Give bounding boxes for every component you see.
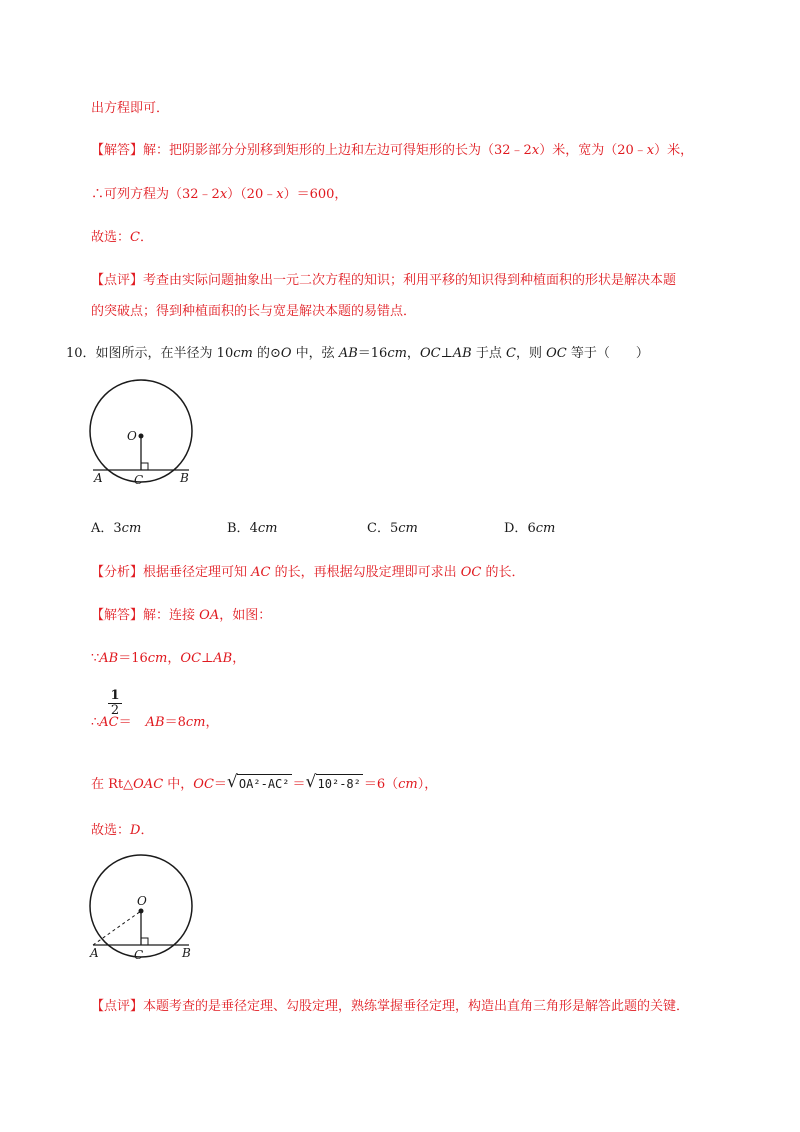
label-a: A [90,946,99,960]
label-b: B [182,946,191,960]
label-o: O [127,429,137,443]
radical-1: √ OA²-AC² [226,772,290,792]
segment-oa-dashed [93,911,141,945]
comment-line-prev-1: 【点评】考查由实际问题抽象出一元二次方程的知识；利用平移的知识得到种植面积的形状是解决本题 [91,273,677,288]
right-angle-mark [141,938,148,945]
center-point [139,909,144,914]
solution-line-4: 在 Rt△OAC 中，OC＝ √ OA²-AC² ＝ √ 10²-8² ＝6（cm）， [91,772,438,792]
option-d[interactable]: D．6cm [504,521,556,536]
solution-line-2: ∵AB＝16cm，OC⊥AB， [91,651,246,666]
analysis-line: 【分析】根据垂径定理可知 AC 的长，再根据勾股定理即可求出 OC 的长． [91,565,525,580]
solution-line-prev: 【解答】解：把阴影部分分别移到矩形的上边和左边可得矩形的长为（32﹣2x）米，宽为（20﹣x）米， [91,143,694,158]
solution-line-3: ∴AC＝ AB＝8cm， [91,715,219,730]
option-a[interactable]: A．3cm [91,521,142,536]
circle-figure-1 [85,378,205,488]
answer-line: 故选：D． [91,823,154,838]
equation-line: ∴可列方程为（32﹣2x）（20﹣x）＝600， [91,187,348,202]
label-b: B [180,471,189,485]
answer-line-prev: 故选：C． [91,230,153,245]
question-10: 10．如图所示，在半径为 10cm 的⊙O 中，弦 AB＝16cm，OC⊥AB 于点 C，则 OC 等于（ ） [66,346,649,361]
fraction-half: $\frac{1}{2}$ [108,689,122,718]
label-c: C [134,948,144,962]
option-b[interactable]: B．4cm [227,521,278,536]
solution-line-1: 【解答】解：连接 OA，如图： [91,608,272,623]
comment-line-prev-2: 的突破点；得到种植面积的长与宽是解决本题的易错点． [91,304,417,319]
right-angle-mark [141,463,148,470]
label-a: A [94,471,103,485]
center-point [139,434,144,439]
option-c[interactable]: C．5cm [367,521,418,536]
label-o: O [137,894,147,908]
circle-figure-2 [85,853,205,963]
radical-2: √ 10²-8² [305,772,361,792]
comment-line: 【点评】本题考查的是垂径定理、勾股定理，熟练掌握垂径定理，构造出直角三角形是解答此题的关键． [91,999,690,1014]
label-c: C [134,473,144,487]
text-line-1: 出方程即可． [91,101,170,116]
